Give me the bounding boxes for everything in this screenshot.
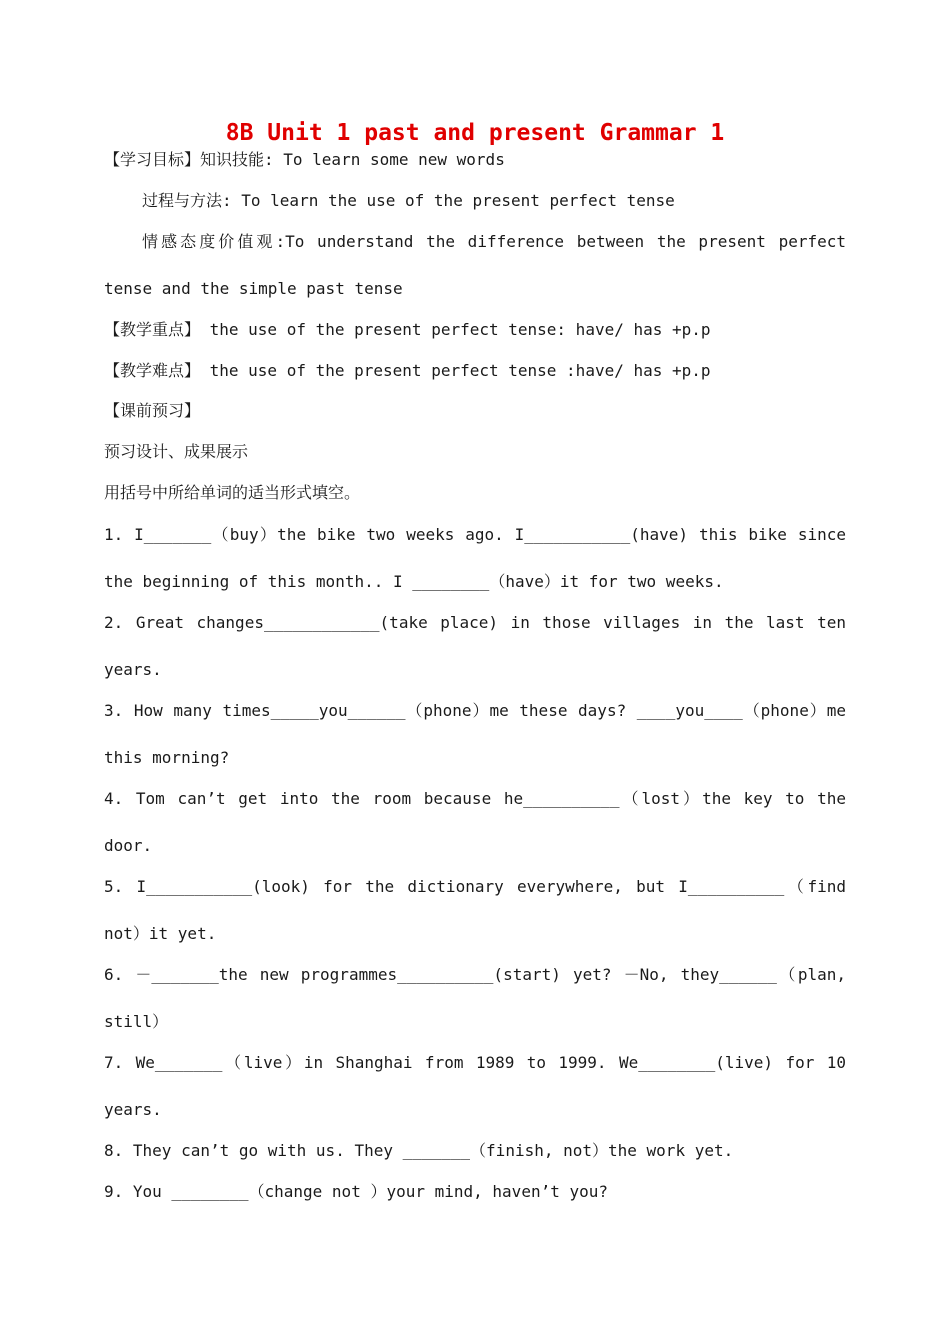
question-5-cont: not）it yet. <box>104 924 217 943</box>
question-7: 7. We_______（live）in Shanghai from 1989 to 1999. We________(live) for 10 <box>104 1053 846 1072</box>
objectives-emotion-cont: tense and the simple past tense <box>104 279 403 298</box>
question-3-cont: this morning? <box>104 748 230 767</box>
question-1: 1. I_______（buy）the bike two weeks ago. I___________(have) this bike since <box>104 525 846 544</box>
preview-header: 【课前预习】 <box>104 401 201 420</box>
objectives-knowledge: 【学习目标】知识技能: To learn some new words <box>104 150 505 169</box>
page-title: 8B Unit 1 past and present Grammar 1 <box>225 120 725 146</box>
question-3: 3. How many times_____you______（phone）me these days? ____you____（phone）me <box>104 701 846 720</box>
difficult-point: 【教学难点】 the use of the present perfect tense :have/ has +p.p <box>104 361 711 380</box>
question-9: 9. You ________（change not ）your mind, haven’t you? <box>104 1182 609 1201</box>
question-2-cont: years. <box>104 660 162 679</box>
exercise-instruction: 用括号中所给单词的适当形式填空。 <box>104 483 361 502</box>
question-6: 6. －_______the new programmes__________(start) yet? －No, they______（plan, <box>104 965 846 984</box>
question-8: 8. They can’t go with us. They _______（finish, not）the work yet. <box>104 1141 734 1160</box>
question-4-cont: door. <box>104 836 153 855</box>
question-5: 5. I___________(look) for the dictionary everywhere, but I__________（find <box>104 877 847 896</box>
objectives-emotion: 情感态度价值观:To understand the difference between the present perfect <box>142 232 846 251</box>
key-point: 【教学重点】 the use of the present perfect tense: have/ has +p.p <box>104 320 711 339</box>
objectives-process: 过程与方法: To learn the use of the present perfect tense <box>142 191 675 210</box>
question-7-cont: years. <box>104 1100 162 1119</box>
question-6-cont: still） <box>104 1012 169 1031</box>
preview-subheader: 预习设计、成果展示 <box>104 442 249 461</box>
question-2: 2. Great changes____________(take place) in those villages in the last ten <box>104 613 846 632</box>
question-1-cont: the beginning of this month.. I ________（have）it for two weeks. <box>104 572 724 591</box>
question-4: 4. Tom can’t get into the room because he__________（lost）the key to the <box>104 789 846 808</box>
